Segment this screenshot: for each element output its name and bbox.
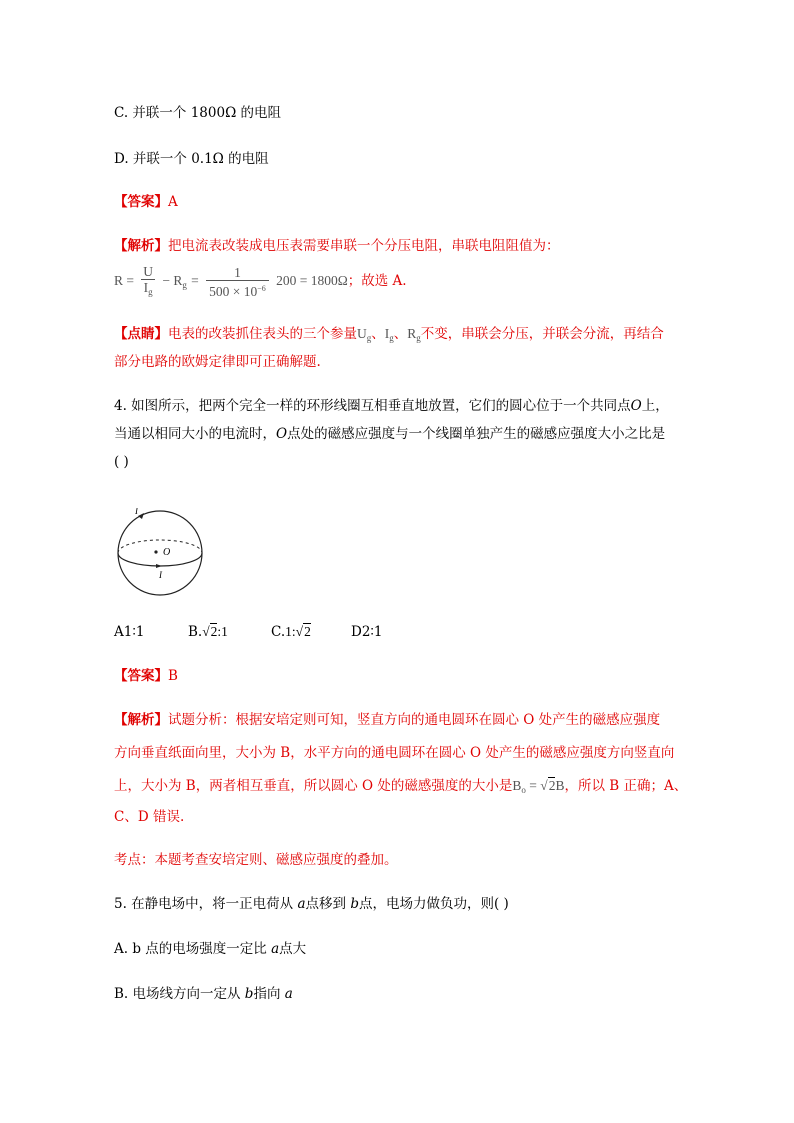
- analysis-q4-line3: 上，大小为 B，两者相互垂直，所以圆心 O 处的磁感强度的大小是$B_o = √2B$，所以 B 正确；A、: [114, 778, 688, 795]
- remark-q3-line1: 【点睛】电表的改装抓住表头的三个参量$U_g$、$I_g$、$R_g$不变，串联会分压，并联会分流，再结合: [114, 326, 664, 343]
- formula-lhs: R =: [114, 273, 134, 288]
- option-d-q4: D2∶1: [351, 624, 383, 640]
- formula-suffix: ；故选 A.: [347, 273, 407, 289]
- analysis-tag: 【解析】: [114, 712, 168, 728]
- formula-rg-sub: g: [182, 280, 187, 290]
- vertical-ring: [118, 511, 202, 595]
- option-a-q5: A. b 点的电场强度一定比 a点大: [114, 941, 307, 957]
- formula-fraction-u-ig: $\frac{U}{I_g}$: [143, 263, 154, 297]
- question4-line2: 当通以相同大小的电流时，O点处的磁感应强度与一个线圈单独产生的磁感应强度大小之比是: [114, 426, 666, 442]
- horizontal-ring-front: [118, 553, 202, 566]
- formula-mid: − R: [162, 273, 183, 288]
- answer-q3: [114, 194, 178, 210]
- label-i-top: I: [135, 508, 138, 516]
- label-i-bottom: I: [159, 570, 162, 580]
- analysis-tag: 【解析】: [114, 238, 168, 254]
- remark-tag: 【点睛】: [114, 326, 168, 342]
- arrow-bottom: [156, 564, 162, 568]
- option-d-q3: D. 并联一个 0.1Ω 的电阻: [114, 151, 269, 167]
- answer-q4: [114, 668, 178, 684]
- question4-line3: ( ): [114, 454, 129, 470]
- analysis-q4-line4: C、D 错误.: [114, 809, 185, 825]
- remark-q3-line2: 部分电路的欧姆定律即可正确解题.: [114, 354, 321, 370]
- option-b-q5: B. 电场线方向一定从 b指向 a: [114, 986, 293, 1002]
- center-point: [154, 550, 157, 553]
- analysis-q4-line2: 方向垂直纸面向里，大小为 B，水平方向的通电圆环在圆心 O 处产生的磁感应强度方向竖直向: [114, 745, 675, 761]
- label-o: O: [163, 547, 171, 558]
- formula-fraction-one: $\frac{1}{500 \times 10^{-6}}$: [206, 265, 269, 299]
- formula-tail: 200 = 1800Ω: [276, 273, 348, 288]
- analysis-text: 把电流表改装成电压表需要串联一个分压电阻，串联电阻阻值为：: [168, 238, 560, 254]
- option-a-q4: A1∶1: [114, 624, 145, 640]
- answer-value: B: [168, 668, 178, 684]
- arrow-top: [138, 513, 144, 519]
- analysis-q3: [114, 238, 560, 254]
- keypoint-q4: 考点：本题考查安培定则、磁感应强度的叠加。: [114, 852, 398, 868]
- answer-tag: 【答案】: [114, 194, 168, 210]
- option-b-q4: B.√2:1: [188, 624, 228, 640]
- question5-stem: 5. 在静电场中，将一正电荷从 a点移到 b点，电场力做负功，则( ): [114, 896, 509, 912]
- formula-eq: =: [191, 273, 199, 288]
- two-rings-figure: [116, 508, 212, 598]
- option-c-q4: C.1:√2: [271, 624, 311, 640]
- analysis-q4-line1: 【解析】试题分析：根据安培定则可知，竖直方向的通电圆环在圆心 O 处产生的磁感应强度: [114, 712, 661, 728]
- horizontal-ring-back: [118, 540, 202, 553]
- option-c-q3: C. 并联一个 1800Ω 的电阻: [114, 105, 282, 121]
- answer-value: A: [168, 194, 178, 210]
- question4-line1: 4. 如图所示，把两个完全一样的环形线圈互相垂直地放置，它们的圆心位于一个共同点O上，: [114, 398, 669, 414]
- answer-tag: 【答案】: [114, 668, 168, 684]
- formula-q3: [114, 262, 407, 300]
